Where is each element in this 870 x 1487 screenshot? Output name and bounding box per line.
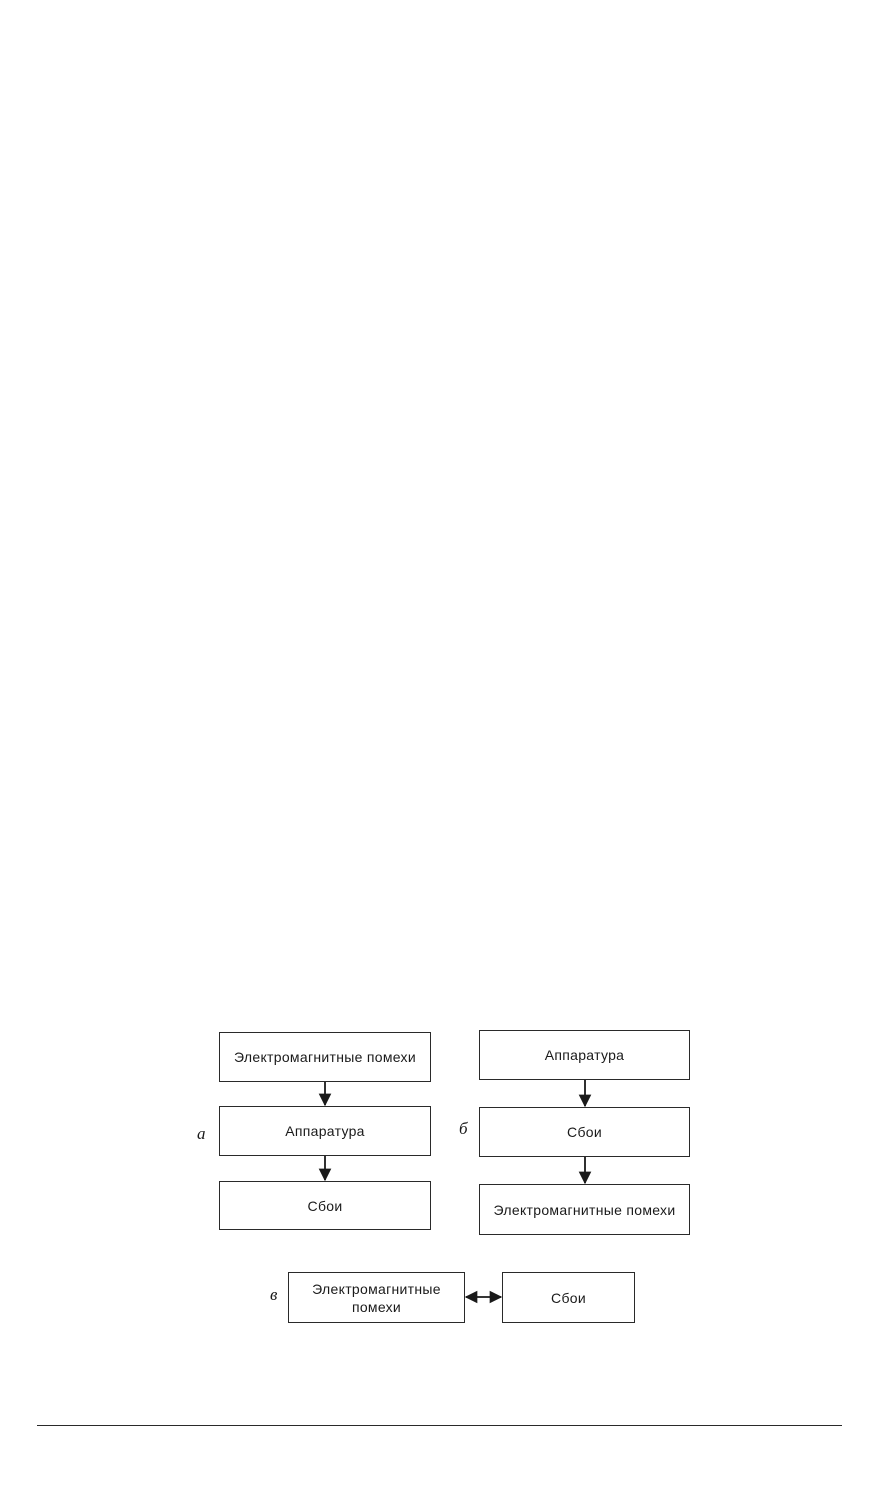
panel-a-label: а (197, 1124, 206, 1143)
panel-b-label: б (459, 1119, 468, 1138)
panel-v-box-failures: Сбои (502, 1272, 635, 1323)
panel-v-label: в (270, 1285, 278, 1304)
panel-b-box-failures: Сбои (479, 1107, 690, 1157)
panel-v-box-emi: Электромагнитные помехи (288, 1272, 465, 1323)
panel-a-box-emi: Электромагнитные помехи (219, 1032, 431, 1082)
panel-a-box-failures: Сбои (219, 1181, 431, 1230)
footer-divider (37, 1425, 842, 1426)
panel-a-box-equipment: Аппаратура (219, 1106, 431, 1156)
panel-b-box-equipment: Аппаратура (479, 1030, 690, 1080)
panel-b-box-emi: Электромагнитные помехи (479, 1184, 690, 1235)
